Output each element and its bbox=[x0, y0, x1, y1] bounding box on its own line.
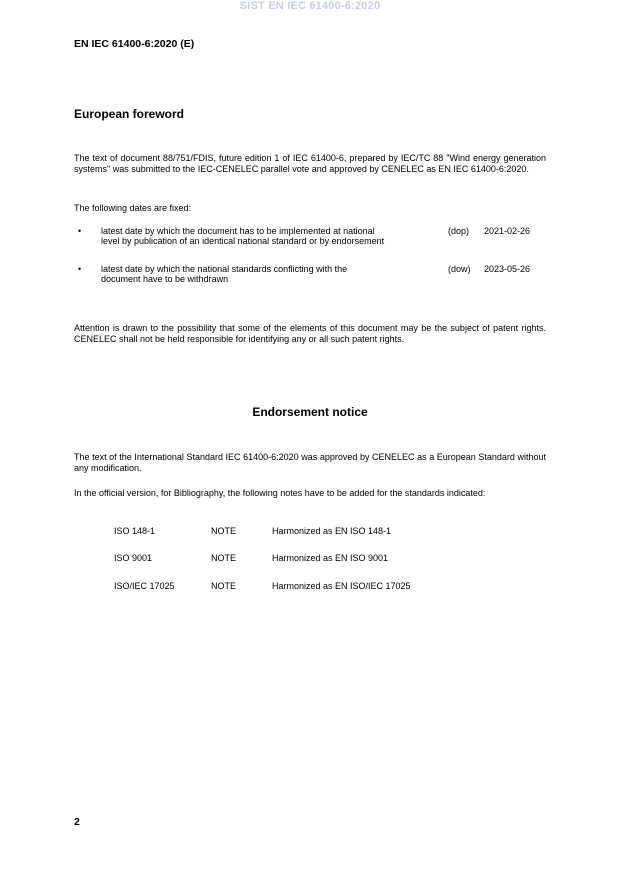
bullet-icon: • bbox=[78, 226, 82, 236]
dop-description bbox=[101, 226, 441, 246]
dow-date: 2023-05-26 bbox=[484, 264, 531, 274]
dop-line-1: latest date by which the document has to be implemented at national bbox=[101, 226, 375, 236]
dow-code: (dow) bbox=[448, 264, 471, 274]
note-standard: ISO/IEC 17025 bbox=[114, 581, 175, 591]
note-standard: ISO 148-1 bbox=[114, 526, 156, 536]
note-text: Harmonized as EN ISO 9001 bbox=[272, 553, 389, 563]
dow-description bbox=[101, 264, 441, 284]
bibliography-paragraph: In the official version, for Bibliography, the following notes have to be added for the standards indicated: bbox=[74, 488, 486, 498]
document-id: EN IEC 61400-6:2020 (E) bbox=[74, 38, 195, 50]
patent-attention: Attention is drawn to the possibility that some of the elements of this document may be the subject of patent rights. CENELEC shall not be held responsible for identifying any or all such patent rights. bbox=[74, 323, 546, 344]
bullet-icon: • bbox=[78, 264, 82, 274]
note-label: NOTE bbox=[211, 553, 237, 563]
dow-line-2: document have to be withdrawn bbox=[101, 274, 229, 284]
page-number: 2 bbox=[74, 816, 80, 828]
watermark: SIST EN IEC 61400-6:2020 bbox=[239, 0, 381, 12]
dates-intro: The following dates are fixed: bbox=[74, 203, 192, 213]
note-label: NOTE bbox=[211, 581, 237, 591]
foreword-title: European foreword bbox=[74, 107, 185, 121]
note-text: Harmonized as EN ISO/IEC 17025 bbox=[272, 581, 411, 591]
note-label: NOTE bbox=[211, 526, 237, 536]
note-standard: ISO 9001 bbox=[114, 553, 153, 563]
dop-date: 2021-02-26 bbox=[484, 226, 531, 236]
dop-line-2: level by publication of an identical national standard or by endorsement bbox=[101, 236, 385, 246]
endorsement-title: Endorsement notice bbox=[252, 405, 368, 419]
note-text: Harmonized as EN ISO 148-1 bbox=[272, 526, 392, 536]
foreword-paragraph: The text of document 88/751/FDIS, future edition 1 of IEC 61400-6, prepared by IEC/TC 88 "Wind energy generation systems" was submitted to the IEC-CENELEC parallel vote and approved by CENELEC as EN IEC 61400-6:2020. bbox=[74, 153, 546, 174]
dop-code: (dop) bbox=[448, 226, 470, 236]
endorsement-paragraph: The text of the International Standard IEC 61400-6:2020 was approved by CENELEC as a European Standard without any modification. bbox=[74, 452, 546, 473]
dow-line-1: latest date by which the national standards conflicting with the bbox=[101, 264, 348, 274]
